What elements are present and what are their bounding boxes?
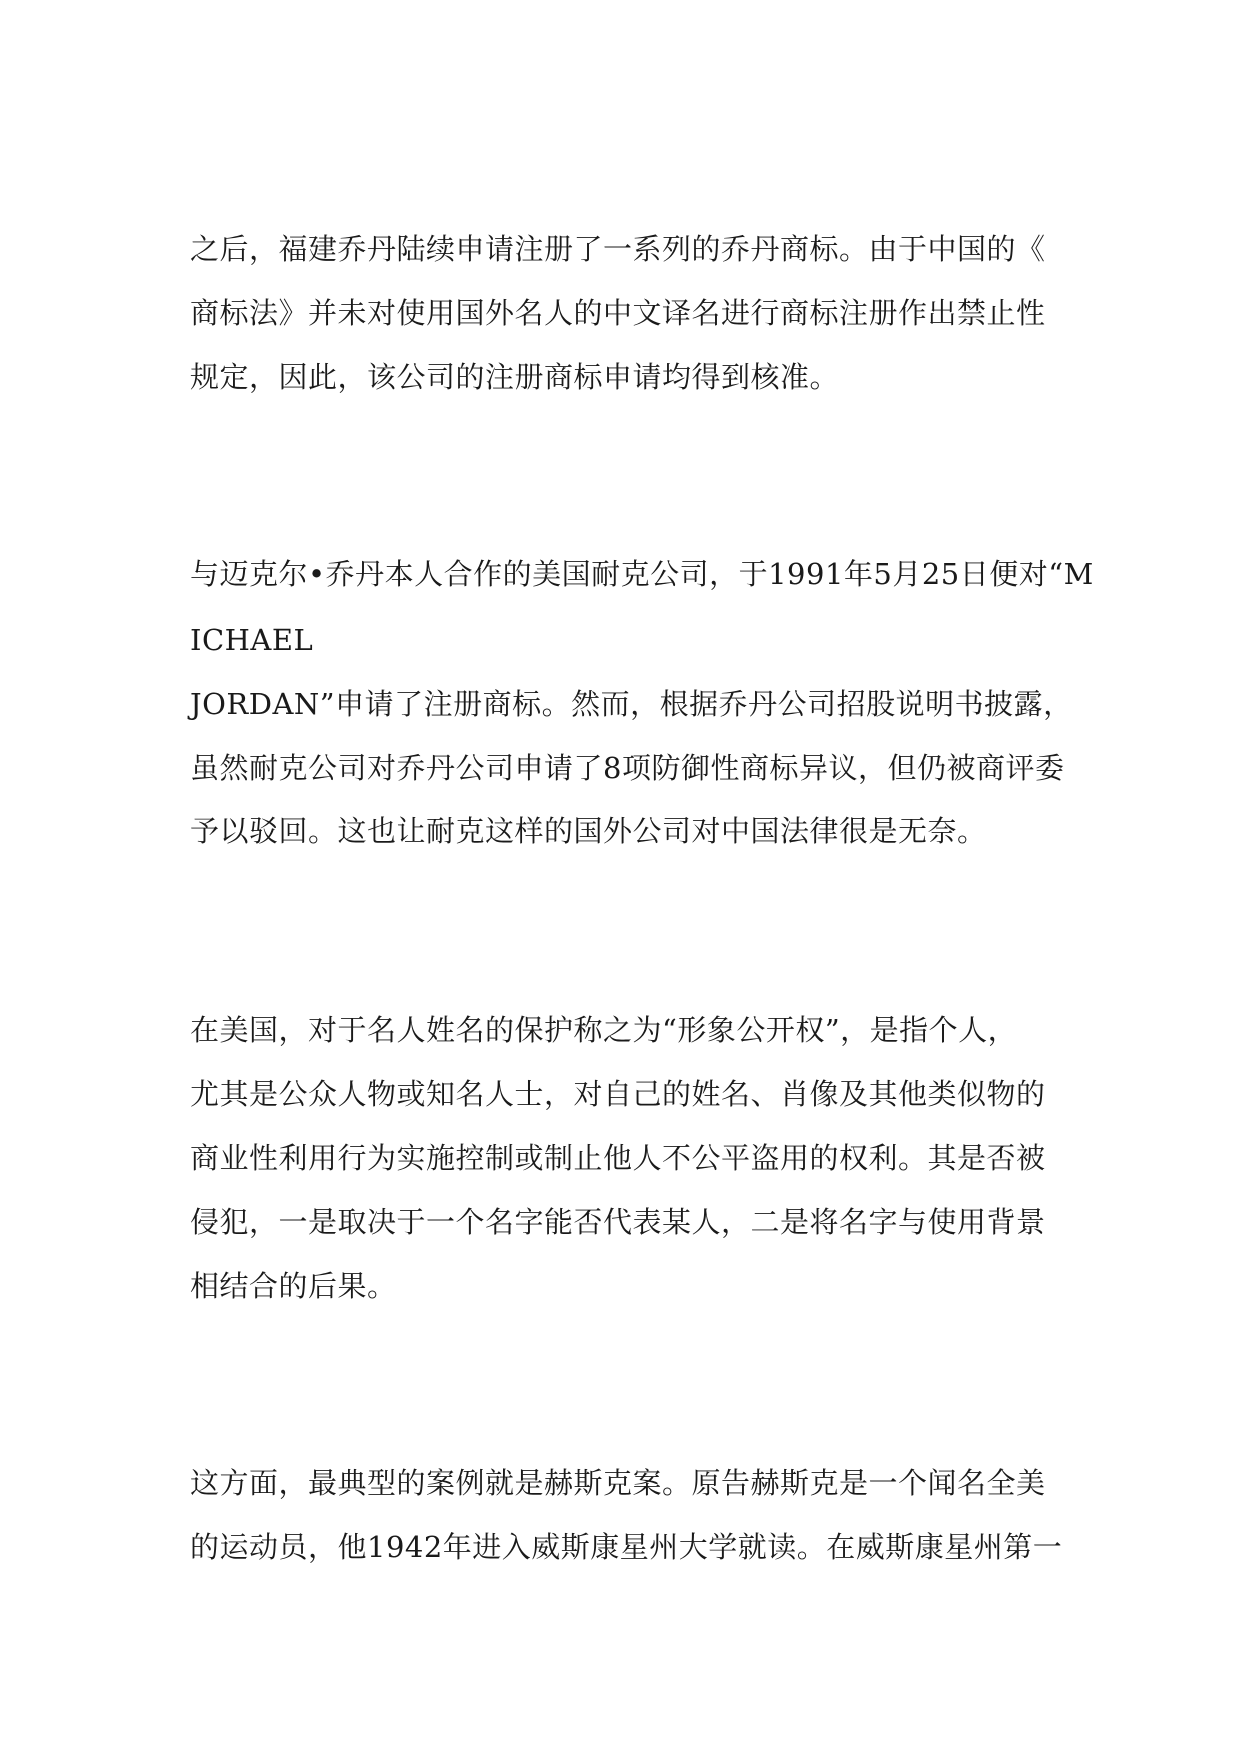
paragraph-1-line-1: 之后，福建乔丹陆续申请注册了一系列的乔丹商标。由于中国的《: [190, 232, 1046, 266]
paragraph-2-line-1: 与迈克尔•乔丹本人合作的美国耐克公司，于1991年5月25日便对“M: [190, 557, 1094, 591]
paragraph-3-line-3: 商业性利用行为实施控制或制止他人不公平盗用的权利。其是否被: [190, 1141, 1046, 1175]
paragraph-2-line-2: ICHAEL: [190, 623, 314, 657]
paragraph-3-line-1: 在美国，对于名人姓名的保护称之为“形象公开权”，是指个人，: [190, 1013, 1018, 1047]
paragraph-2-line-4: 虽然耐克公司对乔丹公司申请了8项防御性商标异议，但仍被商评委: [190, 751, 1065, 785]
paragraph-4-line-2: 的运动员，他1942年进入威斯康星州大学就读。在威斯康星州第一: [190, 1530, 1063, 1564]
paragraph-3-line-2: 尤其是公众人物或知名人士，对自己的姓名、肖像及其他类似物的: [190, 1077, 1046, 1111]
paragraph-4-line-1: 这方面，最典型的案例就是赫斯克案。原告赫斯克是一个闻名全美: [190, 1466, 1046, 1500]
paragraph-3-line-5: 相结合的后果。: [190, 1269, 397, 1303]
paragraph-2-line-3: JORDAN”申请了注册商标。然而，根据乔丹公司招股说明书披露，: [190, 687, 1073, 721]
paragraph-1-line-2: 商标法》并未对使用国外名人的中文译名进行商标注册作出禁止性: [190, 296, 1046, 330]
paragraph-2-line-5: 予以驳回。这也让耐克这样的国外公司对中国法律很是无奈。: [190, 814, 987, 848]
paragraph-1-line-3: 规定，因此，该公司的注册商标申请均得到核准。: [190, 360, 840, 394]
paragraph-3-line-4: 侵犯，一是取决于一个名字能否代表某人，二是将名字与使用背景: [190, 1205, 1046, 1239]
